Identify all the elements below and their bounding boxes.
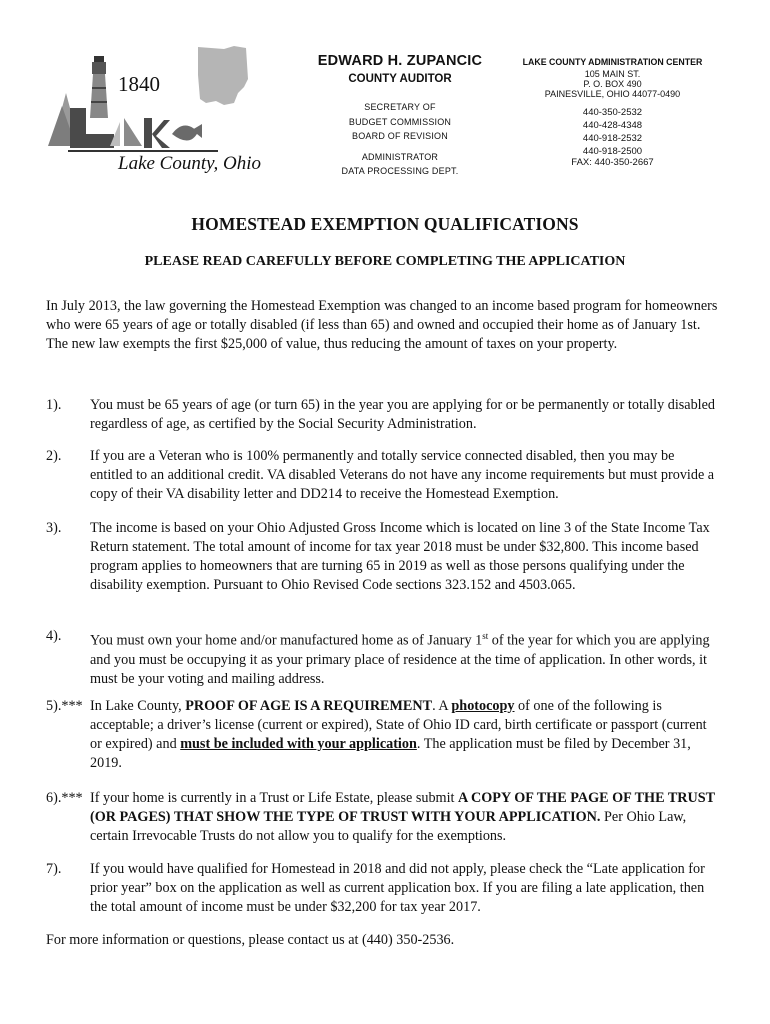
fax-value: 440-350-2667 xyxy=(594,157,654,168)
item-text-part: Per Ohio Law, certain Irrevocable Trusts do not allow you to qualify for the exemptions. xyxy=(90,809,687,844)
include-with-application-emphasis: must be included with your application xyxy=(180,736,417,752)
item-number: 4). xyxy=(46,628,62,644)
role-data-processing: DATA PROCESSING DEPT. xyxy=(341,166,459,176)
item-text-part: of the year for which you are applying and you must be occupying it as your primary place of residence at the time of application. In other words, it must be your voting and mailing address. xyxy=(90,632,710,687)
logo-county-name: Lake County, Ohio xyxy=(118,153,262,174)
role-board-of-revision: BOARD OF REVISION xyxy=(352,131,448,141)
fax-number xyxy=(505,157,720,168)
phone-number: 440-428-4348 xyxy=(582,120,643,131)
photocopy-emphasis: photocopy xyxy=(451,698,515,714)
item-number: 5).*** xyxy=(46,698,83,714)
auditor-title: COUNTY AUDITOR xyxy=(348,73,452,85)
fax-label: FAX: xyxy=(571,157,592,168)
phone-number: 440-918-2532 xyxy=(582,133,643,144)
address-line: P. O. BOX 490 xyxy=(583,79,642,89)
item-number: 6).*** xyxy=(46,790,83,806)
item-text: The income is based on your Ohio Adjusted Gross Income which is located on line 3 of the State Income Tax Return statement. The total amount of income for tax year 2018 must be under $32,800. This income based program applies to homeowners that are turning 65 in 2019 as well as those persons qualifying under the disability exemption. Pursuant to Ohio Revised Code sections 323.152 and 4503.065. xyxy=(90,520,710,593)
item-text: If you are a Veteran who is 100% permanently and totally service connected disabled, then you may be entitled to an additional credit. VA disabled Veterans do not have any income requirements but must provide a copy of their VA disability letter and DD214 to receive the Homestead Exemption. xyxy=(90,448,715,502)
admin-center-name: LAKE COUNTY ADMINISTRATION CENTER xyxy=(522,57,703,67)
item-text-part: In Lake County, xyxy=(90,698,186,714)
role-administrator: ADMINISTRATOR xyxy=(361,152,439,162)
item-text-part: . A xyxy=(432,698,452,714)
trust-copy-emphasis: A COPY OF THE PAGE OF THE TRUST (OR PAGES) THAT SHOW THE TYPE OF TRUST WITH YOUR APPLICATION. xyxy=(90,790,715,825)
intro-paragraph: In July 2013, the law governing the Homestead Exemption was changed to an income based program for homeowners who were 65 years of age or totally disabled (if less than 65) and owned and occupied their home as of January 1st. The new law exempts the first $25,000 of value, thus reducing the amount of taxes on your property. xyxy=(46,298,718,352)
item-text-part: of one of the following is acceptable; a driver’s license (current or expired), State of Ohio ID card, birth certificate or passport (current or expired) and xyxy=(90,698,707,752)
item-text xyxy=(90,789,718,846)
document-title: HOMESTEAD EXEMPTION QUALIFICATIONS xyxy=(191,214,579,234)
item-number: 2). xyxy=(46,448,62,464)
phone-number: 440-918-2500 xyxy=(582,146,643,157)
document-subtitle: PLEASE READ CAREFULLY BEFORE COMPLETING THE APPLICATION xyxy=(144,254,626,269)
item-text-part: . The application must be filed by December 31, 2019. xyxy=(90,736,691,771)
proof-of-age-emphasis: PROOF OF AGE IS A REQUIREMENT xyxy=(185,698,433,714)
role-budget-commission: BUDGET COMMISSION xyxy=(348,117,452,127)
item-text-part: You must own your home and/or manufactured home as of January 1 xyxy=(90,632,483,649)
ordinal-suffix: st xyxy=(482,631,489,641)
role-secretary: SECRETARY OF xyxy=(364,102,436,112)
item-number: 3). xyxy=(46,520,62,536)
item-text-part: If your home is currently in a Trust or Life Estate, please submit xyxy=(90,790,459,806)
ohio-map-icon xyxy=(194,45,250,107)
item-text: If you would have qualified for Homestead in 2018 and did not apply, please check the “Late application for prior year” box on the application as well as current application box. If you are filing a late application, then the total amount of income must be under $32,200 for tax year 2017. xyxy=(90,861,705,915)
item-number: 7). xyxy=(46,861,62,877)
address-line: 105 MAIN ST. xyxy=(584,69,641,79)
auditor-name: EDWARD H. ZUPANCIC xyxy=(317,53,483,69)
item-text xyxy=(90,697,718,773)
address-line: PAINESVILLE, OHIO 44077-0490 xyxy=(544,89,681,99)
item-text xyxy=(90,627,718,689)
item-text: You must be 65 years of age (or turn 65) in the year you are applying for or be permanently or totally disabled regardless of age, as certified by the Social Security Administration. xyxy=(90,397,716,432)
item-number: 1). xyxy=(46,397,62,413)
phone-number: 440-350-2532 xyxy=(582,107,643,118)
contact-footer: For more information or questions, please contact us at (440) 350-2536. xyxy=(46,932,455,948)
logo-year: 1840 xyxy=(118,72,160,96)
